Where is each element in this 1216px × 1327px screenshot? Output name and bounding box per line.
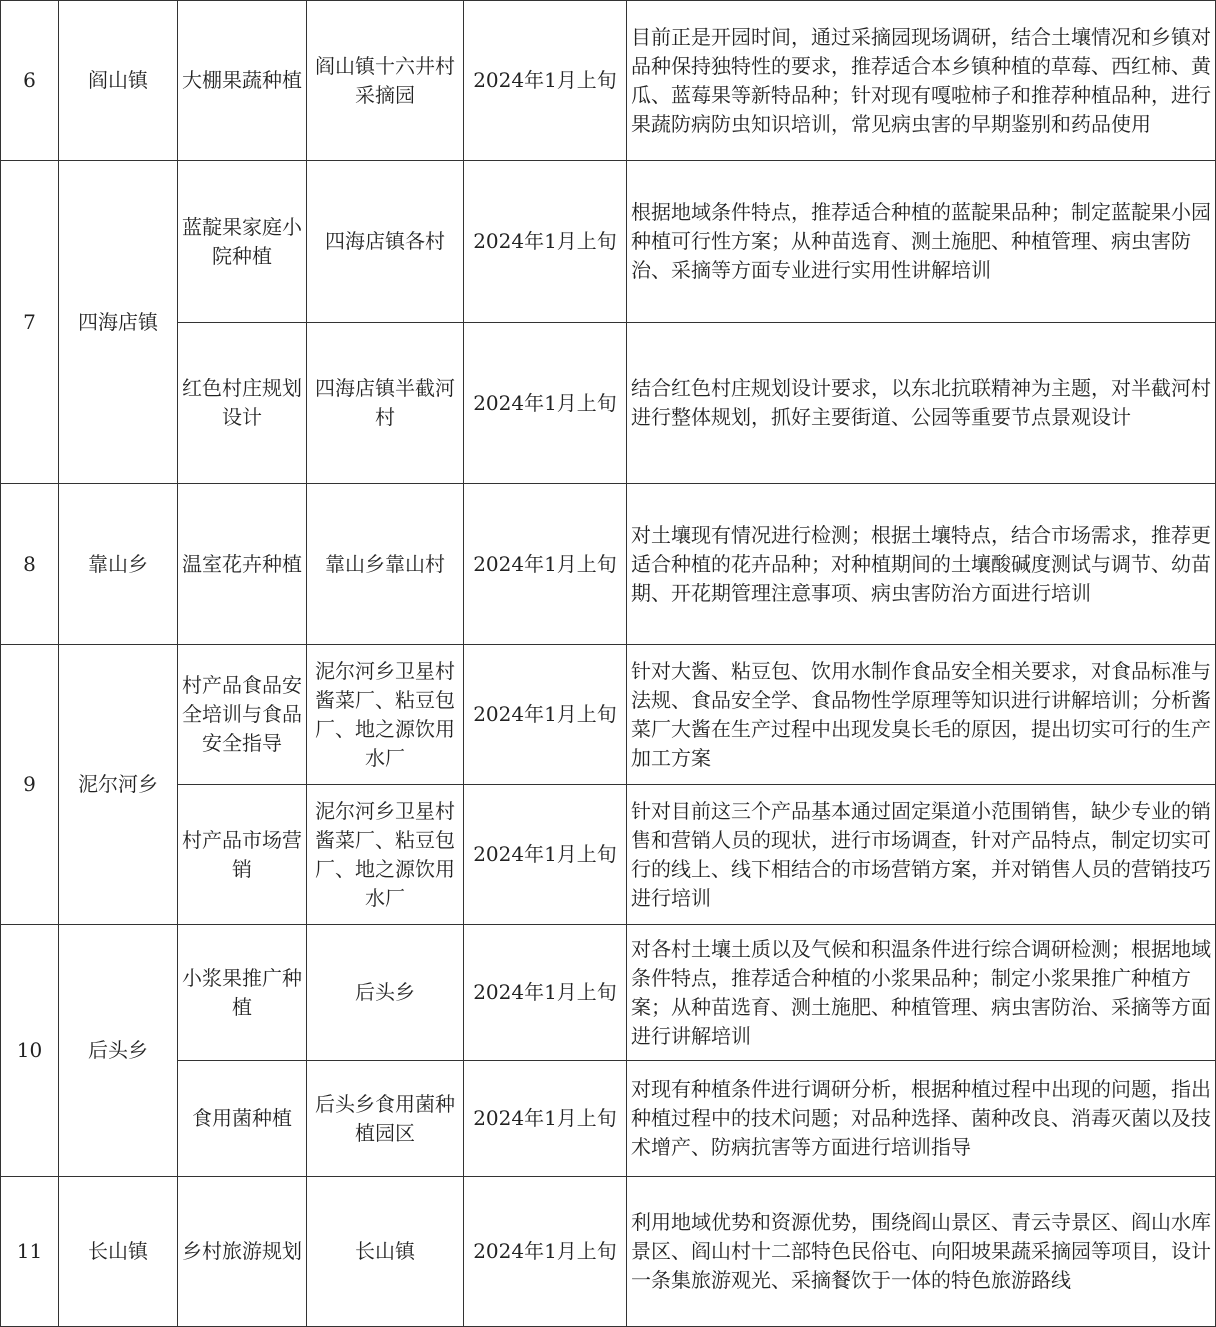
table-row — [1, 645, 1216, 785]
project-content: 结合红色村庄规划设计要求，以东北抗联精神为主题，对半截河村进行整体规划，抓好主要街道、公园等重要节点景观设计 — [627, 323, 1216, 484]
town-name: 阎山镇 — [59, 1, 178, 161]
project-content: 对现有种植条件进行调研分析，根据种植过程中出现的问题，指出种植过程中的技术问题；对品种选择、菌种改良、消毒灭菌以及技术增产、防病抗害等方面进行培训指导 — [627, 1061, 1216, 1177]
project-content: 针对大酱、粘豆包、饮用水制作食品安全相关要求，对食品标准与法规、食品安全学、食品物性学原理等知识进行讲解培训；分析酱菜厂大酱在生产过程中出现发臭长毛的原因，提出切实可行的生产加工方案 — [627, 645, 1216, 785]
project-name: 食用菌种植 — [178, 1061, 307, 1177]
project-name: 大棚果蔬种植 — [178, 1, 307, 161]
row-number: 8 — [1, 484, 59, 645]
project-content: 针对目前这三个产品基本通过固定渠道小范围销售，缺少专业的销售和营销人员的现状，进行市场调查，针对产品特点，制定切实可行的线上、线下相结合的市场营销方案，并对销售人员的营销技巧进行培训 — [627, 785, 1216, 925]
row-number: 11 — [1, 1177, 59, 1327]
project-location: 四海店镇各村 — [307, 161, 464, 323]
project-location: 后头乡食用菌种植园区 — [307, 1061, 464, 1177]
project-date: 2024年1月上旬 — [464, 1, 627, 161]
project-name: 温室花卉种植 — [178, 484, 307, 645]
project-location: 泥尔河乡卫星村酱菜厂、粘豆包厂、地之源饮用水厂 — [307, 645, 464, 785]
project-date: 2024年1月上旬 — [464, 323, 627, 484]
table-row — [1, 1, 1216, 161]
project-location: 长山镇 — [307, 1177, 464, 1327]
project-name: 乡村旅游规划 — [178, 1177, 307, 1327]
table-row — [1, 323, 1216, 484]
table-row — [1, 484, 1216, 645]
project-name: 蓝靛果家庭小院种植 — [178, 161, 307, 323]
town-name: 靠山乡 — [59, 484, 178, 645]
table-row — [1, 161, 1216, 323]
row-number: 7 — [1, 161, 59, 484]
project-date: 2024年1月上旬 — [464, 645, 627, 785]
project-date: 2024年1月上旬 — [464, 484, 627, 645]
town-name: 四海店镇 — [59, 161, 178, 484]
project-content: 根据地域条件特点，推荐适合种植的蓝靛果品种；制定蓝靛果小园种植可行性方案；从种苗选育、测土施肥、种植管理、病虫害防治、采摘等方面专业进行实用性讲解培训 — [627, 161, 1216, 323]
row-number: 10 — [1, 925, 59, 1177]
town-name: 泥尔河乡 — [59, 645, 178, 925]
project-date: 2024年1月上旬 — [464, 1177, 627, 1327]
table-row — [1, 1061, 1216, 1177]
project-content: 对各村土壤土质以及气候和积温条件进行综合调研检测；根据地域条件特点，推荐适合种植的小浆果品种；制定小浆果推广种植方案；从种苗选育、测土施肥、种植管理、病虫害防治、采摘等方面进行讲解培训 — [627, 925, 1216, 1061]
project-content: 目前正是开园时间，通过采摘园现场调研，结合土壤情况和乡镇对品种保持独特性的要求，推荐适合本乡镇种植的草莓、西红柿、黄瓜、蓝莓果等新特品种；针对现有嘎啦柿子和推荐种植品种，进行果蔬防病防虫知识培训，常见病虫害的早期鉴别和药品使用 — [627, 1, 1216, 161]
table-row — [1, 1177, 1216, 1327]
project-name: 小浆果推广种植 — [178, 925, 307, 1061]
project-name: 红色村庄规划设计 — [178, 323, 307, 484]
project-date: 2024年1月上旬 — [464, 161, 627, 323]
project-date: 2024年1月上旬 — [464, 785, 627, 925]
project-name: 村产品食品安全培训与食品安全指导 — [178, 645, 307, 785]
town-name: 长山镇 — [59, 1177, 178, 1327]
project-location: 四海店镇半截河村 — [307, 323, 464, 484]
row-number: 6 — [1, 1, 59, 161]
project-location: 泥尔河乡卫星村酱菜厂、粘豆包厂、地之源饮用水厂 — [307, 785, 464, 925]
project-content: 利用地域优势和资源优势，围绕阎山景区、青云寺景区、阎山水库景区、阎山村十二部特色民俗屯、向阳坡果蔬采摘园等项目，设计一条集旅游观光、采摘餐饮于一体的特色旅游路线 — [627, 1177, 1216, 1327]
project-date: 2024年1月上旬 — [464, 1061, 627, 1177]
project-name: 村产品市场营销 — [178, 785, 307, 925]
table-row — [1, 785, 1216, 925]
town-name: 后头乡 — [59, 925, 178, 1177]
project-location: 后头乡 — [307, 925, 464, 1061]
project-date: 2024年1月上旬 — [464, 925, 627, 1061]
project-location: 阎山镇十六井村采摘园 — [307, 1, 464, 161]
project-location: 靠山乡靠山村 — [307, 484, 464, 645]
row-number: 9 — [1, 645, 59, 925]
project-content: 对土壤现有情况进行检测；根据土壤特点，结合市场需求，推荐更适合种植的花卉品种；对种植期间的土壤酸碱度测试与调节、幼苗期、开花期管理注意事项、病虫害防治方面进行培训 — [627, 484, 1216, 645]
table-row — [1, 925, 1216, 1061]
